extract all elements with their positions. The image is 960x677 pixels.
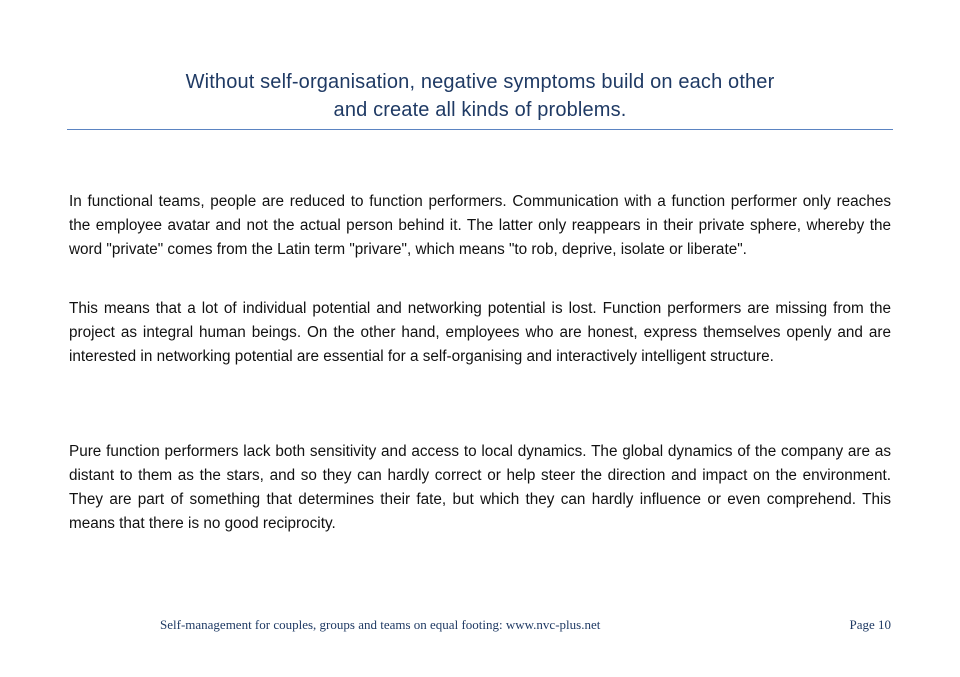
paragraph-local-dynamics: Pure function performers lack both sensitivity and access to local dynamics. The global dynamics of the company are as distant to them as the stars, and so they can hardly correct or help steer the direction and impact on the environment. They are part of something that determines their fate, but which they can hardly influence or even comprehend. This means that there is no good reciprocity. xyxy=(69,443,891,532)
paragraph-lost-potential: This means that a lot of individual potential and networking potential is lost. Function performers are missing from the project as integral human beings. On the other hand, employees who are honest, express themselves openly and are interested in networking potential are essential for a self-organising and interactively intelligent structure. xyxy=(69,300,891,365)
paragraph-functional-teams: In functional teams, people are reduced to function performers. Communication with a function performer only reaches the employee avatar and not the actual person behind it. The latter only reappears in their private sphere, whereby the word "private" comes from the Latin term "privare", which means "to rob, deprive, isolate or liberate". xyxy=(69,193,891,258)
page-title xyxy=(67,68,893,124)
page-title-line-1: Without self-organisation, negative symptoms build on each other xyxy=(185,71,775,93)
title-divider xyxy=(67,129,893,130)
page-number: Page 10 xyxy=(849,617,891,632)
footer-text: Self-management for couples, groups and teams on equal footing: www.nvc-plus.net xyxy=(160,617,601,632)
page-title-line-2: and create all kinds of problems. xyxy=(333,99,627,121)
